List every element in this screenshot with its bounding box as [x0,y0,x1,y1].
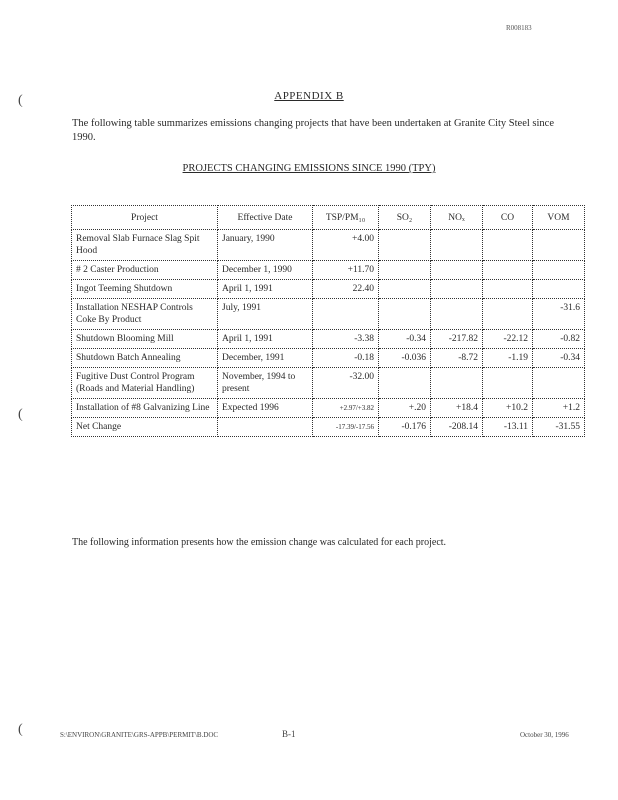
footer-file-path: S:\ENVIRON\GRANITE\GRS-APPB\PERMIT\B.DOC [60,731,219,739]
so2-cell: +.20 [379,399,431,418]
nox-cell: -217.82 [431,330,483,349]
tsp-cell: -17.39/-17.56 [313,418,379,437]
nox-cell [431,280,483,299]
date-cell: April 1, 1991 [218,330,313,349]
tsp-cell [313,299,379,330]
tsp-cell: +2.97/+3.82 [313,399,379,418]
column-header: CO [483,206,533,230]
intro-paragraph: The following table summarizes emissions changing projects that have been undertaken at Granite City Steel since 1990. [72,118,554,143]
co-cell [483,230,533,261]
vom-cell: +1.2 [533,399,585,418]
date-cell: July, 1991 [218,299,313,330]
column-header: Project [72,206,218,230]
so2-cell [379,230,431,261]
column-header: Effective Date [218,206,313,230]
nox-cell [431,299,483,330]
column-header: NOₓ [431,206,483,230]
nox-cell [431,368,483,399]
margin-mark: ( [18,93,23,108]
table-row [72,230,585,261]
column-header: SO₂ [379,206,431,230]
tsp-cell: -0.18 [313,349,379,368]
vom-cell: -0.82 [533,330,585,349]
margin-mark: ( [18,407,23,422]
nox-cell [431,230,483,261]
nox-cell: +18.4 [431,399,483,418]
project-cell: Shutdown Batch Annealing [72,349,218,368]
tsp-cell: -3.38 [313,330,379,349]
project-cell: # 2 Caster Production [72,261,218,280]
project-cell: Installation of #8 Galvanizing Line [72,399,218,418]
vom-cell [533,261,585,280]
co-cell [483,368,533,399]
table-row [72,399,585,418]
table-title: PROJECTS CHANGING EMISSIONS SINCE 1990 (TPY) [182,163,436,174]
vom-cell [533,230,585,261]
date-cell: December 1, 1990 [218,261,313,280]
vom-cell: -31.6 [533,299,585,330]
date-cell: January, 1990 [218,230,313,261]
so2-cell: -0.176 [379,418,431,437]
table-row [72,261,585,280]
project-cell: Shutdown Blooming Mill [72,330,218,349]
vom-cell [533,280,585,299]
emissions-table [71,205,585,437]
nox-cell [431,261,483,280]
vom-cell: -0.34 [533,349,585,368]
table-row [72,368,585,399]
vom-cell: -31.55 [533,418,585,437]
co-cell: -13.11 [483,418,533,437]
vom-cell [533,368,585,399]
tsp-cell: +11.70 [313,261,379,280]
date-cell: December, 1991 [218,349,313,368]
project-cell: Fugitive Dust Control Program (Roads and Material Handling) [72,368,218,399]
so2-cell [379,368,431,399]
project-cell: Ingot Teeming Shutdown [72,280,218,299]
date-cell: November, 1994 to present [218,368,313,399]
table-row [72,280,585,299]
tsp-cell: 22.40 [313,280,379,299]
table-row [72,330,585,349]
column-header: VOM [533,206,585,230]
followup-paragraph: The following information presents how the emission change was calculated for each project. [72,537,447,548]
co-cell: -22.12 [483,330,533,349]
project-cell: Net Change [72,418,218,437]
nox-cell: -208.14 [431,418,483,437]
co-cell: +10.2 [483,399,533,418]
so2-cell [379,261,431,280]
footer-page-number: B-1 [282,729,296,739]
date-cell [218,418,313,437]
co-cell [483,299,533,330]
project-cell: Removal Slab Furnace Slag Spit Hood [72,230,218,261]
margin-mark: ( [18,722,23,737]
net-change-row [72,418,585,437]
nox-cell: -8.72 [431,349,483,368]
footer-date: October 30, 1996 [520,731,569,739]
so2-cell: -0.34 [379,330,431,349]
co-cell [483,261,533,280]
date-cell: Expected 1996 [218,399,313,418]
so2-cell [379,280,431,299]
project-cell: Installation NESHAP Controls Coke By Product [72,299,218,330]
document-id: R008183 [506,24,532,32]
so2-cell [379,299,431,330]
co-cell: -1.19 [483,349,533,368]
so2-cell: -0.036 [379,349,431,368]
table-row [72,299,585,330]
co-cell [483,280,533,299]
column-header: TSP/PM₁₀ [313,206,379,230]
appendix-title: APPENDIX B [274,90,344,102]
tsp-cell: +4.00 [313,230,379,261]
tsp-cell: -32.00 [313,368,379,399]
date-cell: April 1, 1991 [218,280,313,299]
table-row [72,349,585,368]
table-header-row [72,206,585,230]
